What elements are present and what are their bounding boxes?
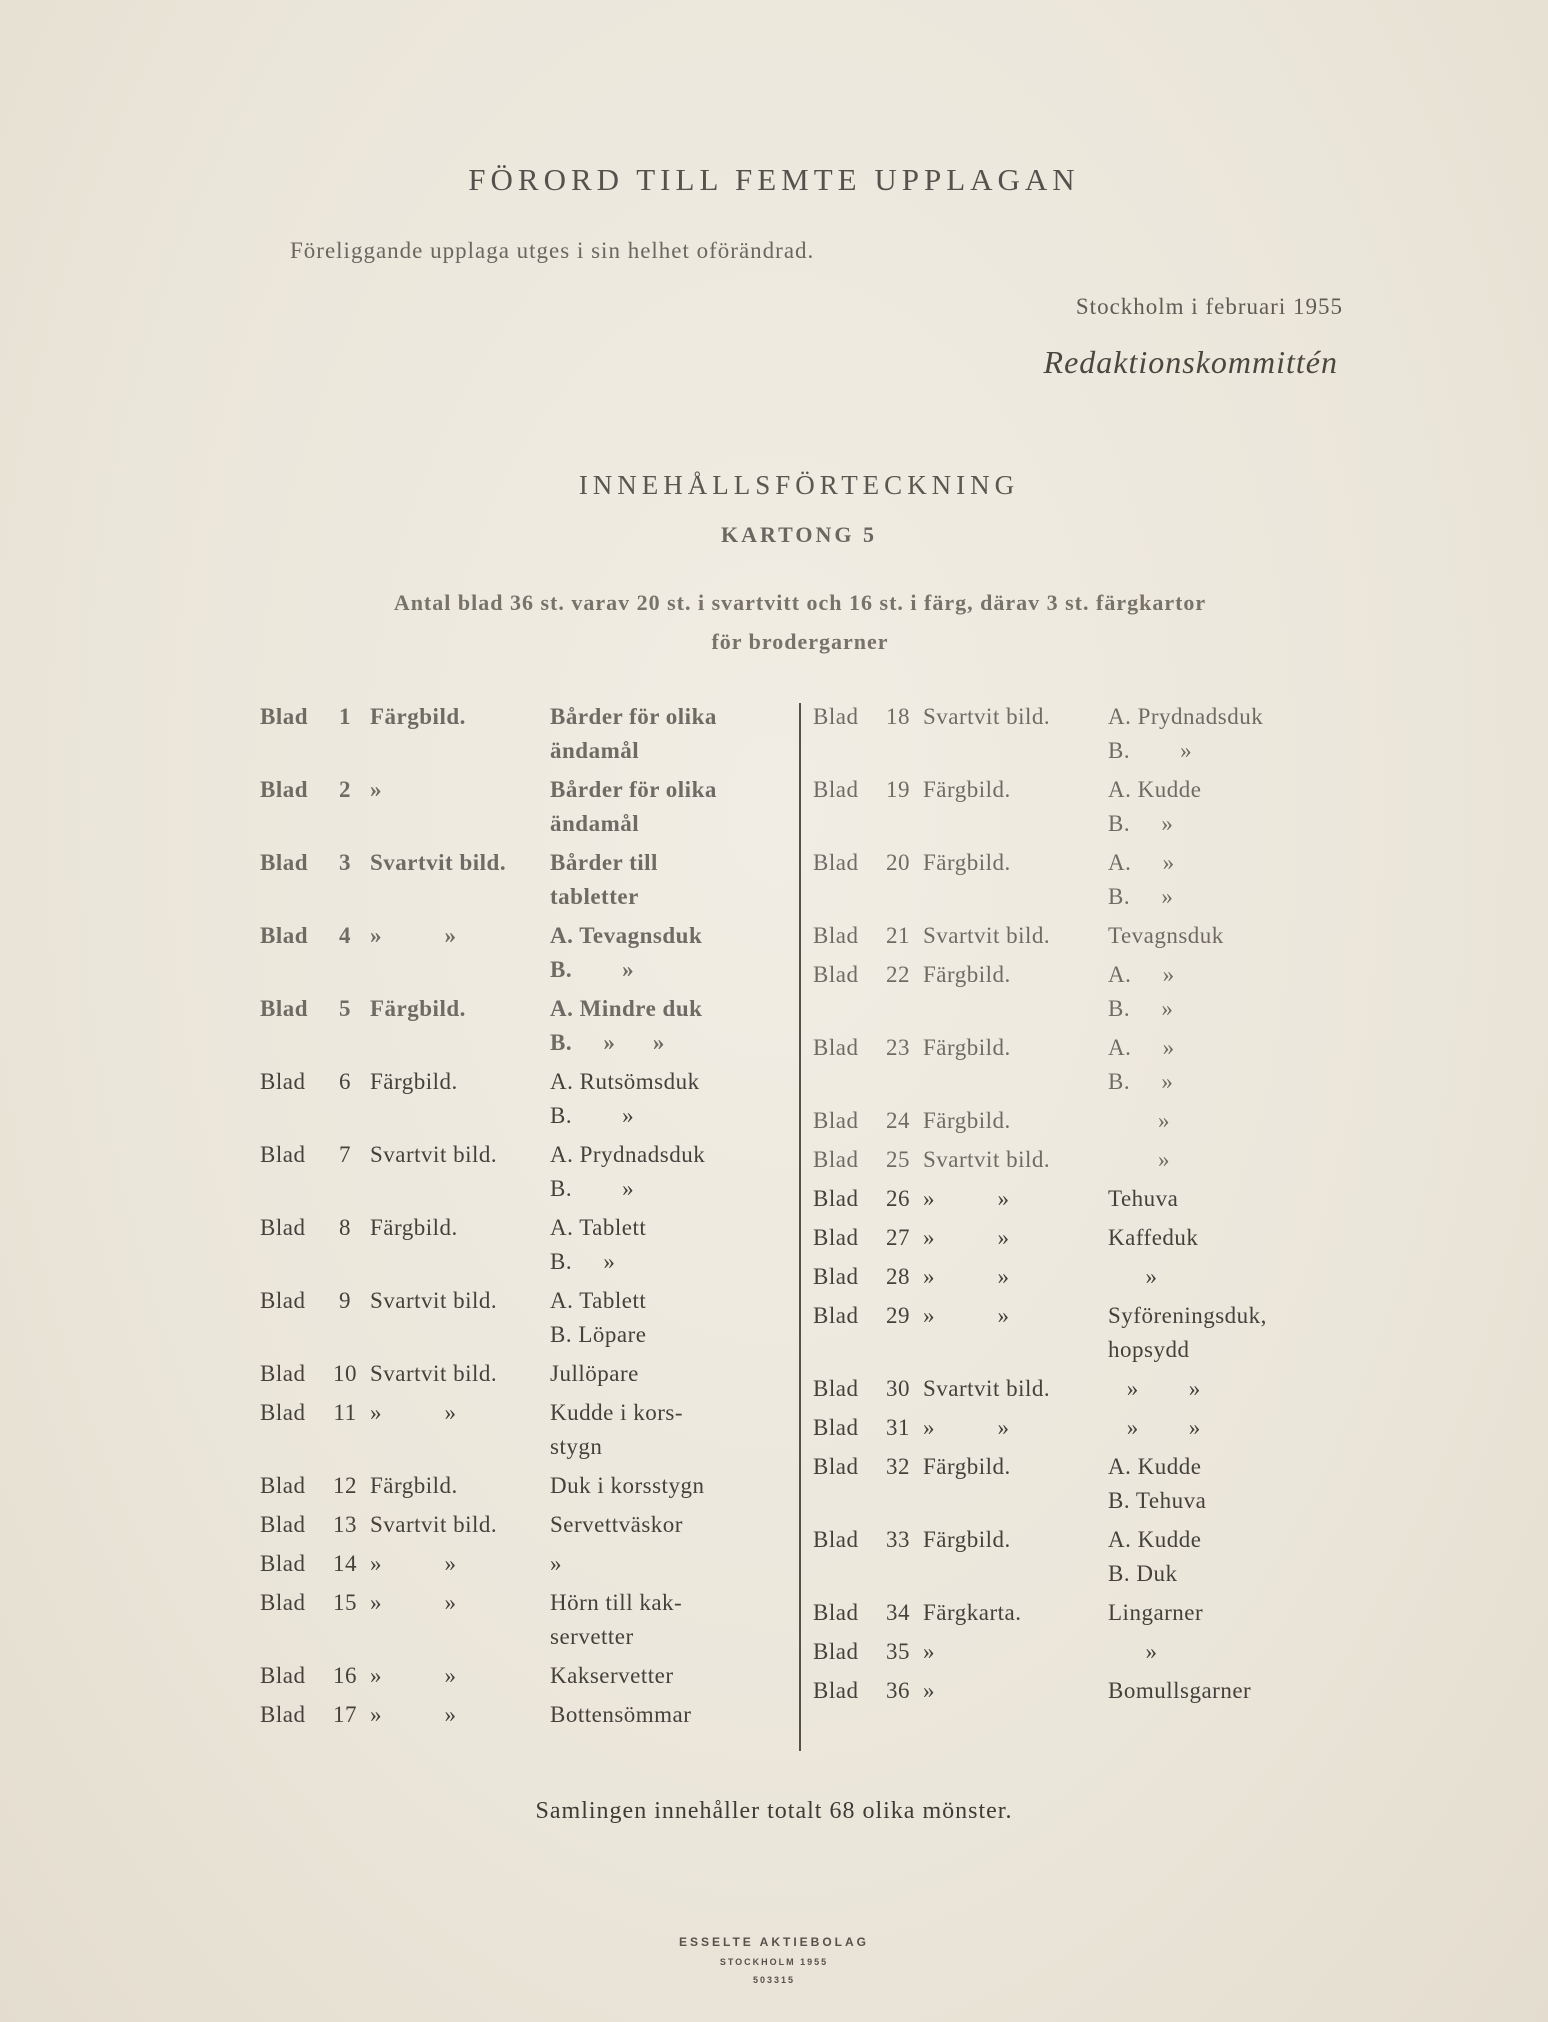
entry-sheet-number: 4 [339, 923, 351, 948]
entry-sheet-number: 2 [339, 777, 351, 802]
entry-description-line: A. Kudde [1108, 777, 1202, 802]
entry-blad-label: Blad [260, 777, 309, 802]
entry-sheet-number: 33 [886, 1527, 910, 1552]
entry-description [1108, 773, 1373, 841]
toc-entry [813, 1674, 1373, 1708]
entry-sheet-number: 34 [886, 1600, 910, 1625]
entry-description [550, 992, 790, 1060]
entry-type: Färgbild. [370, 1473, 458, 1498]
entry-blad-label: Blad [260, 1288, 306, 1313]
toc-entry [260, 1211, 790, 1279]
entry-description-line: » [550, 1551, 562, 1576]
entry-description-line: B. » [1108, 1069, 1174, 1094]
toc-column-left [260, 700, 790, 1737]
toc-title: INNEHÅLLSFÖRTECKNING [578, 470, 1020, 500]
entry-description [550, 1659, 790, 1693]
entry-blad-label: Blad [260, 850, 309, 875]
entry-blad-label: Blad [813, 1527, 859, 1552]
entry-type: » [923, 1639, 935, 1664]
entry-description [1108, 1372, 1373, 1406]
entry-sheet-number: 16 [333, 1663, 357, 1688]
toc-entry [813, 1596, 1373, 1630]
entry-type: » [923, 1678, 935, 1703]
entry-description [1108, 700, 1373, 768]
entry-description [550, 1284, 790, 1352]
entry-sheet-number: 12 [333, 1473, 357, 1498]
entry-sheet-number: 20 [886, 850, 910, 875]
entry-type: » » [370, 1702, 457, 1727]
entry-description-line: B. Löpare [550, 1322, 647, 1347]
entry-sheet-number: 3 [339, 850, 351, 875]
entry-description-line: A. Kudde [1108, 1454, 1202, 1479]
entry-description-line: Kakservetter [550, 1663, 674, 1688]
toc-entry [260, 1284, 790, 1352]
entry-blad-label: Blad [813, 777, 859, 802]
toc-entry [813, 1299, 1373, 1367]
entry-type: » [370, 777, 382, 802]
toc-entry [260, 1659, 790, 1693]
entry-sheet-number: 1 [339, 704, 351, 729]
entry-description-line: tabletter [550, 884, 639, 909]
entry-description [550, 919, 790, 987]
entry-blad-label: Blad [260, 704, 309, 729]
entry-description-line: » » [1108, 1415, 1201, 1440]
entry-description [1108, 1596, 1373, 1630]
toc-entry [813, 1221, 1373, 1255]
entry-description-line: Kudde i kors- [550, 1400, 683, 1425]
entry-sheet-number: 14 [333, 1551, 357, 1576]
entry-sheet-number: 27 [886, 1225, 910, 1250]
entry-blad-label: Blad [813, 704, 859, 729]
entry-type: Svartvit bild. [923, 1147, 1051, 1172]
sheet-count-info [200, 583, 1400, 661]
entry-description-line: Tehuva [1108, 1186, 1179, 1211]
entry-type: Svartvit bild. [370, 1512, 498, 1537]
toc-entry [813, 919, 1373, 953]
toc-entry [813, 846, 1373, 914]
entry-description-line: A. Rutsömsduk [550, 1069, 700, 1094]
entry-description-line: Bomullsgarner [1108, 1678, 1252, 1703]
entry-type: » » [923, 1225, 1010, 1250]
toc-entry [260, 1586, 790, 1654]
toc-entry [260, 773, 790, 841]
entry-description [1108, 1635, 1373, 1669]
entry-type: » » [370, 923, 457, 948]
entry-description-line: » [1108, 1264, 1158, 1289]
entry-description-line: ändamål [550, 738, 640, 763]
entry-description-line: Bårder till [550, 850, 658, 875]
entry-type: Svartvit bild. [923, 923, 1051, 948]
entry-description-line: A. Tablett [550, 1288, 647, 1313]
entry-description-line: » » [1108, 1376, 1201, 1401]
entry-description [550, 1586, 790, 1654]
entry-type: » » [923, 1303, 1010, 1328]
entry-description [1108, 1031, 1373, 1099]
entry-description [550, 1357, 790, 1391]
entry-description-line: Lingarner [1108, 1600, 1204, 1625]
entry-blad-label: Blad [260, 1663, 306, 1688]
entry-type: Färgbild. [370, 704, 466, 729]
entry-sheet-number: 13 [333, 1512, 357, 1537]
entry-blad-label: Blad [813, 850, 859, 875]
entry-blad-label: Blad [813, 1225, 859, 1250]
entry-type: Svartvit bild. [370, 1361, 498, 1386]
entry-sheet-number: 5 [339, 996, 351, 1021]
entry-description-line: stygn [550, 1434, 603, 1459]
entry-description-line: A. Kudde [1108, 1527, 1202, 1552]
toc-entry [813, 1104, 1373, 1138]
entry-sheet-number: 28 [886, 1264, 910, 1289]
entry-description-line: » [1108, 1147, 1170, 1172]
entry-description-line: » [1108, 1108, 1170, 1133]
entry-description-line: Bårder för olika [550, 777, 717, 802]
entry-description-line: ändamål [550, 811, 640, 836]
toc-entry [260, 1065, 790, 1133]
entry-sheet-number: 8 [339, 1215, 351, 1240]
entry-blad-label: Blad [813, 1147, 859, 1172]
entry-sheet-number: 17 [333, 1702, 357, 1727]
entry-blad-label: Blad [260, 1400, 306, 1425]
printer-name: ESSELTE AKTIEBOLAG [678, 1935, 869, 1949]
entry-sheet-number: 7 [339, 1142, 351, 1167]
entry-blad-label: Blad [813, 923, 859, 948]
entry-description-line: A. » [1108, 1035, 1175, 1060]
entry-sheet-number: 23 [886, 1035, 910, 1060]
entry-description [550, 773, 790, 841]
entry-description-line: Bottensömmar [550, 1702, 692, 1727]
toc-entry [260, 919, 790, 987]
entry-sheet-number: 21 [886, 923, 910, 948]
toc-entry [813, 1182, 1373, 1216]
toc-entry [813, 1411, 1373, 1445]
entry-sheet-number: 30 [886, 1376, 910, 1401]
toc-entry [813, 1450, 1373, 1518]
entry-description-line: Syföreningsduk, [1108, 1303, 1267, 1328]
entry-sheet-number: 6 [339, 1069, 351, 1094]
entry-description-line: Duk i korsstygn [550, 1473, 705, 1498]
entry-description-line: B. » [550, 1249, 616, 1274]
entry-description-line: B. » [550, 1103, 635, 1128]
entry-sheet-number: 31 [886, 1415, 910, 1440]
toc-entry [260, 1357, 790, 1391]
entry-blad-label: Blad [260, 1473, 306, 1498]
entry-description [1108, 1523, 1373, 1591]
entry-description [1108, 1450, 1373, 1518]
printer-code: 503315 [752, 1975, 796, 1985]
entry-blad-label: Blad [813, 1264, 859, 1289]
toc-entry [260, 1396, 790, 1464]
entry-type: » » [923, 1186, 1010, 1211]
toc-entry [260, 992, 790, 1060]
printer-imprint [0, 1935, 1548, 1993]
entry-type: Färgbild. [370, 996, 466, 1021]
toc-column-right [813, 700, 1373, 1713]
entry-blad-label: Blad [260, 1361, 306, 1386]
entry-description [550, 1508, 790, 1542]
entry-sheet-number: 35 [886, 1639, 910, 1664]
entry-blad-label: Blad [813, 1454, 859, 1479]
entry-description-line: B. » [1108, 811, 1174, 836]
entry-sheet-number: 29 [886, 1303, 910, 1328]
entry-description-line: A. Prydnadsduk [550, 1142, 706, 1167]
entry-type: Färgbild. [923, 1454, 1011, 1479]
signature: Redaktionskommittén [1043, 344, 1338, 380]
entry-sheet-number: 22 [886, 962, 910, 987]
entry-description-line: B. » [1108, 884, 1174, 909]
entry-type: Färgbild. [923, 1108, 1011, 1133]
toc-entry [260, 1469, 790, 1503]
entry-type: Färgbild. [923, 850, 1011, 875]
entry-description-line: B. » [1108, 738, 1193, 763]
toc-entry [813, 773, 1373, 841]
entry-sheet-number: 24 [886, 1108, 910, 1133]
entry-blad-label: Blad [813, 1415, 859, 1440]
entry-description-line: B. Duk [1108, 1561, 1178, 1586]
toc-entry [260, 1138, 790, 1206]
toc-entry [813, 700, 1373, 768]
column-divider [799, 703, 801, 1751]
entry-description-line: A. » [1108, 850, 1175, 875]
toc-entry [813, 1523, 1373, 1591]
entry-description-line: hopsydd [1108, 1337, 1190, 1362]
entry-description-line: Tevagnsduk [1108, 923, 1224, 948]
entry-sheet-number: 32 [886, 1454, 910, 1479]
entry-blad-label: Blad [260, 996, 309, 1021]
entry-type: » » [370, 1663, 457, 1688]
toc-entry [260, 700, 790, 768]
entry-type: » » [370, 1551, 457, 1576]
toc-entry [260, 1508, 790, 1542]
toc-entry [813, 958, 1373, 1026]
entry-type: Svartvit bild. [923, 1376, 1051, 1401]
entry-blad-label: Blad [813, 1035, 859, 1060]
entry-type: Svartvit bild. [370, 1288, 498, 1313]
entry-sheet-number: 11 [333, 1400, 357, 1425]
entry-blad-label: Blad [813, 962, 859, 987]
entry-description [550, 1211, 790, 1279]
place-date: Stockholm i februari 1955 [1075, 294, 1343, 319]
entry-description-line: B. » » [550, 1030, 665, 1055]
entry-blad-label: Blad [813, 1186, 859, 1211]
printer-city-year: STOCKHOLM 1955 [719, 1957, 829, 1967]
entry-blad-label: Blad [260, 1512, 306, 1537]
entry-description-line: A. Tevagnsduk [550, 923, 703, 948]
entry-type: Svartvit bild. [370, 850, 507, 875]
toc-entry [260, 1698, 790, 1732]
entry-blad-label: Blad [813, 1600, 859, 1625]
toc-entry [260, 846, 790, 914]
preface-title: FÖRORD TILL FEMTE UPPLAGAN [468, 162, 1080, 197]
entry-description-line: Servettväskor [550, 1512, 683, 1537]
entry-blad-label: Blad [813, 1376, 859, 1401]
entry-blad-label: Blad [260, 1215, 306, 1240]
entry-description [1108, 1104, 1373, 1138]
entry-description [550, 1396, 790, 1464]
entry-sheet-number: 18 [886, 704, 910, 729]
entry-sheet-number: 10 [333, 1361, 357, 1386]
entry-description-line: B. Tehuva [1108, 1488, 1207, 1513]
entry-blad-label: Blad [813, 1639, 859, 1664]
toc-entry [813, 1260, 1373, 1294]
entry-description [550, 1547, 790, 1581]
sheet-count-line: Antal blad 36 st. varav 20 st. i svartvitt och 16 st. i färg, därav 3 st. färgkartor [393, 590, 1207, 615]
entry-description-line: A. Tablett [550, 1215, 647, 1240]
toc-subtitle: KARTONG 5 [720, 522, 877, 547]
entry-description-line: B. » [550, 957, 635, 982]
entry-type: Färgbild. [370, 1069, 458, 1094]
entry-blad-label: Blad [260, 1142, 306, 1167]
entry-description-line: B. » [1108, 996, 1174, 1021]
entry-type: » » [923, 1415, 1010, 1440]
entry-description-line: Hörn till kak- [550, 1590, 683, 1615]
entry-type: Färgbild. [370, 1215, 458, 1240]
entry-blad-label: Blad [813, 1303, 859, 1328]
entry-sheet-number: 15 [333, 1590, 357, 1615]
entry-blad-label: Blad [260, 923, 309, 948]
entry-blad-label: Blad [813, 1678, 859, 1703]
entry-type: Färgbild. [923, 1035, 1011, 1060]
entry-description [1108, 958, 1373, 1026]
sheet-count-line: för brodergarner [711, 629, 889, 654]
entry-description [550, 700, 790, 768]
entry-blad-label: Blad [813, 1108, 859, 1133]
entry-description [1108, 1143, 1373, 1177]
entry-description [1108, 1411, 1373, 1445]
entry-type: » » [370, 1590, 457, 1615]
entry-type: Svartvit bild. [923, 704, 1051, 729]
entry-description-line: Jullöpare [550, 1361, 639, 1386]
entry-description [1108, 1674, 1373, 1708]
entry-sheet-number: 9 [339, 1288, 351, 1313]
entry-description-line: A. » [1108, 962, 1175, 987]
entry-type: » » [923, 1264, 1010, 1289]
entry-description [1108, 919, 1373, 953]
toc-entry [813, 1635, 1373, 1669]
entry-description [1108, 1260, 1373, 1294]
entry-sheet-number: 36 [886, 1678, 910, 1703]
entry-blad-label: Blad [260, 1069, 306, 1094]
entry-sheet-number: 19 [886, 777, 910, 802]
entry-description [1108, 1299, 1373, 1367]
entry-description [550, 1469, 790, 1503]
toc-entry [260, 1547, 790, 1581]
toc-entry [813, 1031, 1373, 1099]
entry-description [1108, 1221, 1373, 1255]
entry-description-line: A. Prydnadsduk [1108, 704, 1264, 729]
entry-blad-label: Blad [260, 1702, 306, 1727]
entry-type: » » [370, 1400, 457, 1425]
entry-description-line: » [1108, 1639, 1158, 1664]
entry-description [550, 846, 790, 914]
toc-entry [813, 1143, 1373, 1177]
entry-type: Färgkarta. [923, 1600, 1022, 1625]
entry-sheet-number: 25 [886, 1147, 910, 1172]
entry-description-line: A. Mindre duk [550, 996, 703, 1021]
entry-description [1108, 1182, 1373, 1216]
entry-type: Färgbild. [923, 1527, 1011, 1552]
toc-entry [813, 1372, 1373, 1406]
entry-description [550, 1065, 790, 1133]
entry-type: Färgbild. [923, 962, 1011, 987]
entry-blad-label: Blad [260, 1590, 306, 1615]
entry-description [1108, 846, 1373, 914]
entry-description-line: Bårder för olika [550, 704, 717, 729]
entry-description [550, 1698, 790, 1732]
entry-type: Svartvit bild. [370, 1142, 498, 1167]
entry-description-line: B. » [550, 1176, 635, 1201]
entry-description [550, 1138, 790, 1206]
entry-type: Färgbild. [923, 777, 1011, 802]
entry-blad-label: Blad [260, 1551, 306, 1576]
entry-description-line: servetter [550, 1624, 634, 1649]
entry-description-line: Kaffeduk [1108, 1225, 1199, 1250]
entry-sheet-number: 26 [886, 1186, 910, 1211]
preface-text: Föreliggande upplaga utges i sin helhet oförändrad. [290, 238, 815, 263]
pattern-total: Samlingen innehåller totalt 68 olika mönster. [535, 1798, 1013, 1824]
